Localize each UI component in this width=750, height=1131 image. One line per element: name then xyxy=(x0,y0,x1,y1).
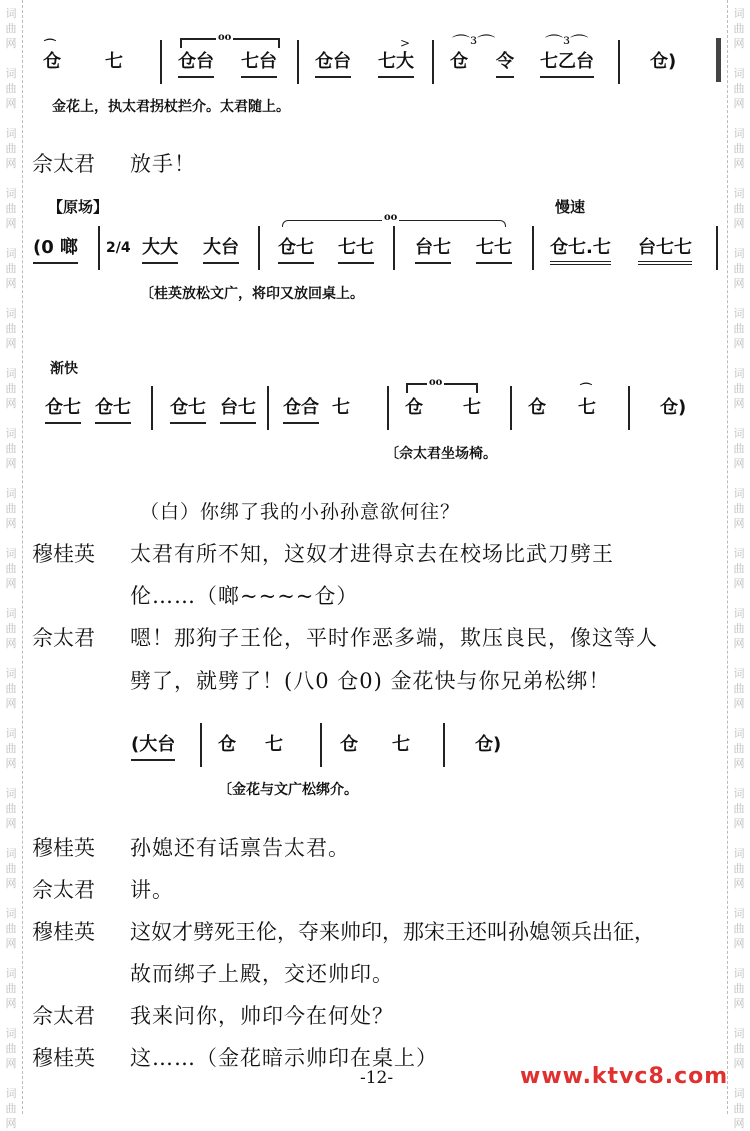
time-signature: 2/4 xyxy=(106,240,131,256)
watermark: 词 曲 网 xyxy=(5,247,17,290)
note: 七 xyxy=(332,397,350,418)
dialog-text: 讲。 xyxy=(130,878,174,902)
speaker: 穆桂英 xyxy=(32,542,95,566)
tempo-marking: 渐快 xyxy=(50,361,78,377)
note: 仓台 xyxy=(178,50,214,78)
bar-line xyxy=(393,226,395,270)
watermark: 词 曲 网 xyxy=(5,1027,17,1070)
note: 七七 xyxy=(476,236,512,264)
speaker: 佘太君 xyxy=(32,1004,95,1028)
speaker: 佘太君 xyxy=(32,878,95,902)
section-label: 【原场】 xyxy=(48,198,109,216)
bar-line xyxy=(160,40,162,84)
site-logo: www.ktvc8.com xyxy=(520,1064,729,1089)
watermark: 词 曲 网 xyxy=(733,787,745,830)
note: 七台 xyxy=(241,50,277,78)
watermark: 词 曲 网 xyxy=(5,667,17,710)
watermark: 词 曲 网 xyxy=(733,187,745,230)
dialog-text: 劈了，就劈了！(八0 仓0) 金花快与你兄弟松绑！ xyxy=(130,669,611,693)
note: 台七 xyxy=(415,236,451,264)
note: 台七 xyxy=(220,396,256,424)
stage-direction: 金花上，执太君拐杖拦介。太君随上。 xyxy=(52,99,290,115)
note: 七大 xyxy=(378,50,414,78)
note: 仓 xyxy=(218,734,236,755)
dialog-text: 这……（金花暗示帅印在桌上） xyxy=(130,1046,438,1070)
note: 七 xyxy=(265,734,283,755)
accent-icon: > xyxy=(400,36,411,50)
bar-line xyxy=(258,226,260,270)
watermark: 词 曲 网 xyxy=(5,847,17,890)
note: 七 xyxy=(392,734,410,755)
note: 仓 xyxy=(43,51,61,72)
watermark: 词 曲 网 xyxy=(5,907,17,950)
speaker: 穆桂英 xyxy=(32,1046,95,1070)
note: 七 xyxy=(463,397,481,418)
bar-line xyxy=(716,226,718,270)
watermark: 词 曲 网 xyxy=(5,307,17,350)
dialog-text: 嗯！那狗子王伦，平时作恶多端，欺压良民，像这等人 xyxy=(130,626,658,650)
dialog-text: 我来问你，帅印今在何处？ xyxy=(130,1004,394,1028)
speaker: 佘太君 xyxy=(32,626,95,650)
note: 仓七 xyxy=(170,396,206,424)
watermark: 词 曲 网 xyxy=(733,1087,745,1130)
note: 台七七 xyxy=(638,236,692,265)
bar-line xyxy=(151,386,153,430)
dialog-text: 伦……（啷~~~~仓） xyxy=(130,584,359,608)
watermark: 词 曲 网 xyxy=(733,7,745,50)
stage-direction: 〔佘太君坐场椅。 xyxy=(385,446,497,462)
speaker: 穆桂英 xyxy=(32,836,95,860)
repeat-mark: oo xyxy=(218,32,232,43)
triplet-slur-icon: ⌒³⌒ xyxy=(545,34,589,55)
note: 仓) xyxy=(650,51,677,72)
watermark: 词 曲 网 xyxy=(5,787,17,830)
stage-direction: 〔桂英放松文广，将印又放回桌上。 xyxy=(140,286,364,302)
note: (大台 xyxy=(131,733,175,761)
watermark: 词 曲 网 xyxy=(5,727,17,770)
bar-line xyxy=(618,40,620,84)
note: 仓七 xyxy=(45,396,81,424)
bar-line xyxy=(320,723,322,767)
bar-line xyxy=(532,226,534,270)
note: (0 啷 xyxy=(33,236,78,264)
note: 令 xyxy=(496,50,514,78)
note: 仓 xyxy=(405,397,423,418)
watermark: 词 曲 网 xyxy=(733,967,745,1010)
watermark: 词 曲 网 xyxy=(5,607,17,650)
dialog-text: 这奴才劈死王伦，夺来帅印，那宋王还叫孙媳领兵出征， xyxy=(130,920,655,944)
watermark: 词 曲 网 xyxy=(733,907,745,950)
watermark: 词 曲 网 xyxy=(5,187,17,230)
watermark: 词 曲 网 xyxy=(5,367,17,410)
fermata-icon: ⌒ xyxy=(44,38,57,52)
margin-line-right xyxy=(727,0,728,1114)
dialog-text: 放手！ xyxy=(130,152,196,176)
bar-line xyxy=(628,386,630,430)
watermark: 词 曲 网 xyxy=(733,247,745,290)
note: 大台 xyxy=(203,236,239,264)
watermark: 词 曲 网 xyxy=(733,307,745,350)
watermark: 词 曲 网 xyxy=(733,667,745,710)
note: 七七 xyxy=(338,236,374,264)
dialog-text: 孙媳还有话禀告太君。 xyxy=(130,836,350,860)
watermark: 词 曲 网 xyxy=(5,487,17,530)
dialog-text: 故而绑子上殿，交还帅印。 xyxy=(130,962,394,986)
watermark: 词 曲 网 xyxy=(733,607,745,650)
note: 仓七.七 xyxy=(550,236,611,265)
note: 七 xyxy=(578,397,596,418)
fermata-icon: ⌒ xyxy=(580,382,593,396)
bar-line xyxy=(98,226,100,270)
end-bar-line xyxy=(716,38,721,82)
note: 大大 xyxy=(142,236,178,264)
watermark: 词 曲 网 xyxy=(5,1087,17,1130)
note: 仓 xyxy=(340,734,358,755)
note: 仓) xyxy=(475,734,502,755)
bar-line xyxy=(200,723,202,767)
watermark: 词 曲 网 xyxy=(733,487,745,530)
repeat-mark: oo xyxy=(429,377,443,388)
note: 仓 xyxy=(450,51,468,72)
watermark: 词 曲 网 xyxy=(5,427,17,470)
watermark: 词 曲 网 xyxy=(5,67,17,110)
bar-line xyxy=(387,386,389,430)
repeat-mark: oo xyxy=(384,212,398,223)
watermark: 词 曲 网 xyxy=(733,367,745,410)
speaker: 穆桂英 xyxy=(32,920,95,944)
note: 仓七 xyxy=(278,236,314,264)
bar-line xyxy=(432,40,434,84)
watermark: 词 曲 网 xyxy=(5,127,17,170)
note: 仓七 xyxy=(95,396,131,424)
note: 仓合 xyxy=(283,396,319,424)
bar-line xyxy=(267,386,269,430)
watermark: 词 曲 网 xyxy=(733,67,745,110)
note: 仓 xyxy=(528,397,546,418)
note: 七 xyxy=(105,51,123,72)
margin-line-left xyxy=(22,0,23,1114)
watermark: 词 曲 网 xyxy=(733,127,745,170)
watermark: 词 曲 网 xyxy=(5,7,17,50)
note: 七乙台 xyxy=(540,50,594,78)
page-number: -12- xyxy=(360,1068,394,1088)
bar-line xyxy=(443,723,445,767)
bar-line xyxy=(510,386,512,430)
note: 仓) xyxy=(660,397,687,418)
watermark: 词 曲 网 xyxy=(733,1027,745,1070)
aside-line: （白）你绑了我的小孙孙意欲何往？ xyxy=(140,501,461,523)
watermark: 词 曲 网 xyxy=(5,967,17,1010)
watermark: 词 曲 网 xyxy=(733,727,745,770)
dialog-text: 太君有所不知，这奴才进得京去在校场比武刀劈王 xyxy=(130,542,614,566)
triplet-slur-icon: ⌒³⌒ xyxy=(452,34,496,55)
bar-line xyxy=(297,40,299,84)
watermark: 词 曲 网 xyxy=(733,427,745,470)
watermark: 词 曲 网 xyxy=(733,547,745,590)
watermark: 词 曲 网 xyxy=(733,847,745,890)
watermark: 词 曲 网 xyxy=(5,547,17,590)
stage-direction: 〔金花与文广松绑介。 xyxy=(218,782,358,798)
tempo-marking: 慢速 xyxy=(555,198,586,216)
speaker: 佘太君 xyxy=(32,152,95,176)
note: 仓台 xyxy=(315,50,351,78)
